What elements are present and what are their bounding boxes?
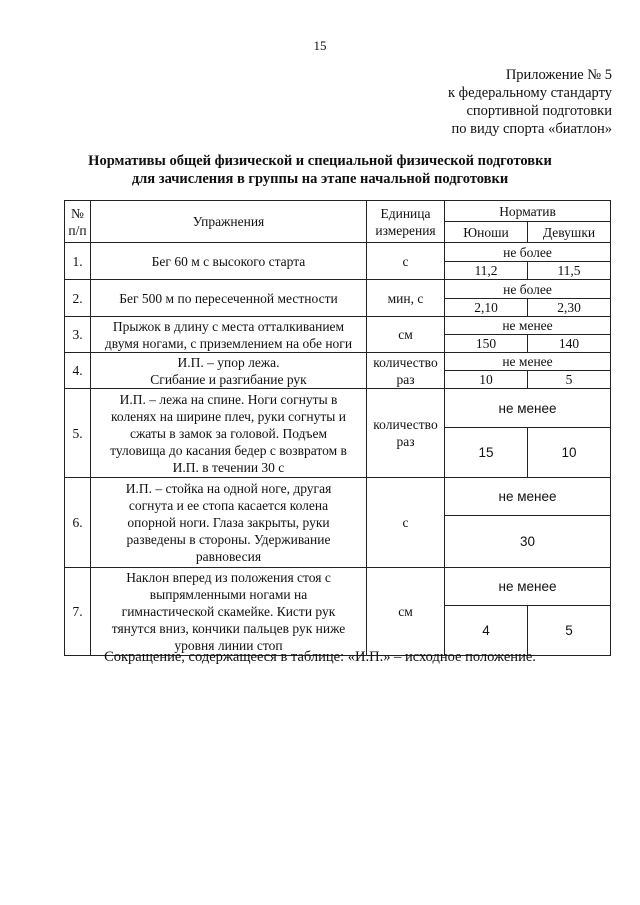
appendix-header <box>448 66 612 138</box>
cell-line: Сгибание и разгибание рук <box>150 371 307 387</box>
exercise-cell <box>91 389 367 478</box>
boys-value: 11,2 <box>445 262 528 280</box>
cell-line: Бег 60 м с высокого старта <box>151 253 306 269</box>
cell-line: коленях на ширине плеч, руки согнуты и <box>111 408 346 424</box>
table-row <box>65 353 611 371</box>
header-girls: Девушки <box>528 222 611 243</box>
condition-cell: не менее <box>445 568 611 606</box>
header-unit: Единица измерения <box>367 201 445 243</box>
girls-value: 140 <box>528 335 611 353</box>
girls-value: 10 <box>528 428 611 478</box>
boys-value: 10 <box>445 371 528 389</box>
exercise-cell <box>91 353 367 389</box>
row-number: 6. <box>65 478 91 568</box>
cell-line: см <box>398 604 413 619</box>
table-row <box>65 280 611 299</box>
boys-value: 2,10 <box>445 299 528 317</box>
cell-line: Прыжок в длину с места отталкиванием <box>112 318 345 334</box>
condition-cell: не более <box>445 280 611 299</box>
cell-line: раз <box>396 434 415 449</box>
footnote: Сокращение, содержащееся в таблице: «И.П.» – исходное положение. <box>104 649 536 665</box>
cell-line: см <box>398 327 413 342</box>
unit-cell <box>367 317 445 353</box>
table-row <box>65 389 611 428</box>
row-number: 7. <box>65 568 91 656</box>
table-row <box>65 243 611 262</box>
cell-line: И.П. – лежа на спине. Ноги согнуты в <box>119 391 338 407</box>
cell-line: раз <box>396 371 415 387</box>
unit-cell <box>367 568 445 656</box>
appendix-line: Приложение № 5 <box>505 67 612 83</box>
condition-cell: не менее <box>445 478 611 516</box>
boys-value: 15 <box>445 428 528 478</box>
cell-line: Наклон вперед из положения стоя с <box>126 570 331 585</box>
header-exercise: Упражнения <box>91 201 367 243</box>
table-row <box>65 478 611 516</box>
cell-line: туловища до касания бедер с возвратом в <box>110 442 347 458</box>
cell-line: с <box>402 515 409 530</box>
standards-table <box>64 200 611 656</box>
row-number: 5. <box>65 389 91 478</box>
appendix-line: к федеральному стандарту <box>448 85 612 101</box>
appendix-line: спортивной подготовки <box>466 103 612 119</box>
cell-line: Бег 500 м по пересеченной местности <box>119 290 338 306</box>
condition-cell: не более <box>445 243 611 262</box>
row-number: 2. <box>65 280 91 317</box>
cell-line: тянутся вниз, кончики пальцев рук ниже <box>111 621 346 636</box>
girls-value: 2,30 <box>528 299 611 317</box>
cell-line: с <box>402 253 409 269</box>
document-title <box>0 152 640 188</box>
table-row <box>65 317 611 335</box>
cell-line: И.П. – стойка на одной ноге, другая <box>125 481 332 496</box>
condition-cell: не менее <box>445 353 611 371</box>
boys-value: 150 <box>445 335 528 353</box>
cell-line: количество <box>373 354 438 370</box>
exercise-cell <box>91 478 367 568</box>
condition-cell: не менее <box>445 389 611 428</box>
cell-line: И.П. в течении 30 с <box>172 459 285 475</box>
title-line: Нормативы общей физической и специальной физической подготовки <box>88 153 552 169</box>
cell-line: опорной ноги. Глаза закрыты, руки <box>127 515 330 530</box>
unit-cell <box>367 478 445 568</box>
cell-line: гимнастической скамейке. Кисти рук <box>121 604 336 619</box>
boys-value: 4 <box>445 606 528 656</box>
cell-line: выпрямленными ногами на <box>149 587 308 602</box>
cell-line: двумя ногами, с приземлением на обе ноги <box>104 335 353 351</box>
cell-line: согнута и ее стопа касается колена <box>128 498 329 513</box>
title-line: для зачисления в группы на этапе начальной подготовки <box>131 171 509 187</box>
exercise-cell <box>91 243 367 280</box>
unit-cell <box>367 389 445 478</box>
cell-line: И.П. – упор лежа. <box>177 354 280 370</box>
cell-line: равновесия <box>195 549 262 564</box>
exercise-cell <box>91 317 367 353</box>
header-boys: Юноши <box>445 222 528 243</box>
cell-line: мин, с <box>387 290 424 306</box>
table-row <box>65 568 611 606</box>
cell-line: уровня линии стоп <box>174 638 283 653</box>
row-number: 1. <box>65 243 91 280</box>
condition-cell: не менее <box>445 317 611 335</box>
girls-value: 11,5 <box>528 262 611 280</box>
row-number: 3. <box>65 317 91 353</box>
value-cell: 30 <box>445 516 611 568</box>
exercise-cell <box>91 568 367 656</box>
header-number: № п/п <box>65 201 91 243</box>
appendix-line: по виду спорта «биатлон» <box>451 121 612 137</box>
unit-cell <box>367 243 445 280</box>
exercise-cell <box>91 280 367 317</box>
girls-value: 5 <box>528 371 611 389</box>
cell-line: сжаты в замок за головой. Подъем <box>129 425 328 441</box>
cell-line: количество <box>373 417 438 432</box>
page-number: 15 <box>313 38 327 53</box>
row-number: 4. <box>65 353 91 389</box>
unit-cell <box>367 353 445 389</box>
cell-line: разведены в стороны. Удерживание <box>126 532 331 547</box>
unit-cell <box>367 280 445 317</box>
girls-value: 5 <box>528 606 611 656</box>
header-norm: Норматив <box>445 201 611 222</box>
